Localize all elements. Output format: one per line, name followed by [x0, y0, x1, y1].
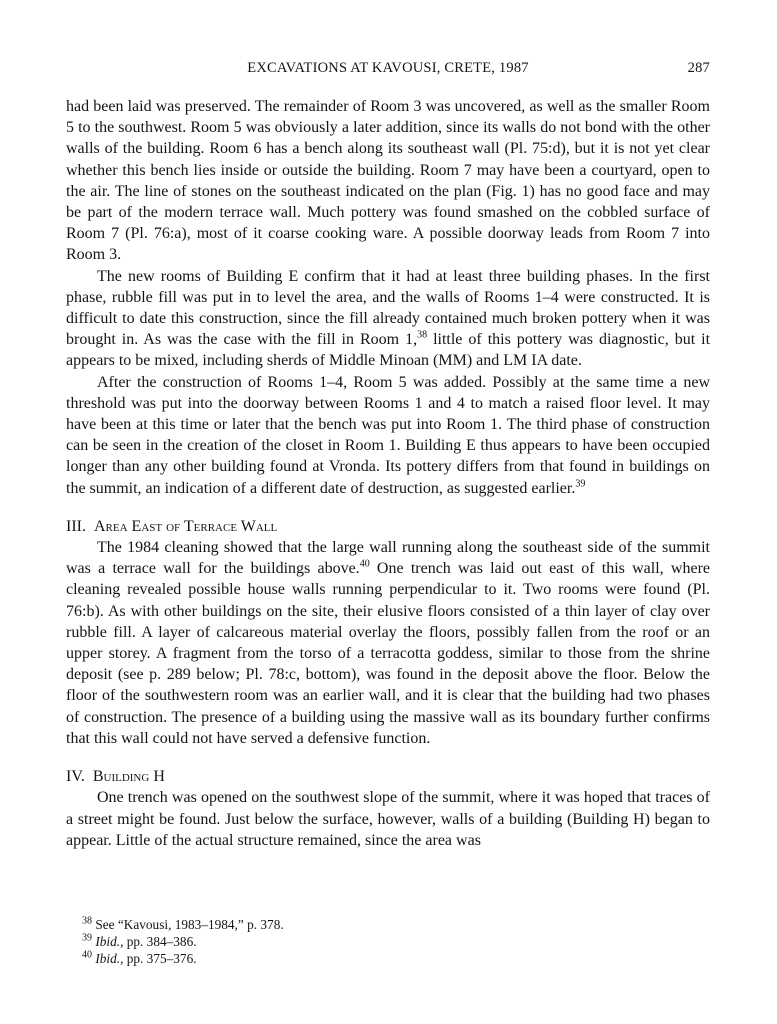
- page-number: 287: [687, 60, 710, 76]
- paragraph-text: One trench was opened on the southwest slope of the summit, where it was hoped that traces of a street might be found. Just below the surface, however, walls of a building (Building H) began to appear. Little of the actual structure remained, since the area was: [66, 789, 710, 849]
- footnote-ibid: Ibid.: [95, 950, 121, 966]
- section-number: IV.: [66, 768, 85, 786]
- section-title: Building H: [92, 768, 165, 786]
- footnote-40: [66, 951, 710, 968]
- paragraph: [66, 372, 710, 499]
- footnote-ibid: Ibid.: [95, 933, 121, 949]
- footnote-39: [66, 934, 710, 951]
- section-heading-area-east: [66, 516, 710, 537]
- section-number: III.: [66, 517, 86, 535]
- footnote-text: , pp. 375–376.: [120, 950, 197, 966]
- paragraph-text: had been laid was preserved. The remainder of Room 3 was uncovered, as well as the smaller Room 5 to the southwest. Room 5 was obviously a later addition, since its walls do not bond with the other walls of the building. Room 6 has a bench along its southeast wall (Pl. 75:d), but it is not yet clear whether this bench lies inside or outside the building. Room 7 may have been a courtyard, open to the air. The line of stones on the southeast indicated on the plan (Fig. 1) has no good face and may be part of the modern terrace wall. Much pottery was found smashed on the cobbled surface of Room 7 (Pl. 76:a), most of it coarse cooking ware. A possible doorway leads from Room 7 into Room 3.: [66, 98, 710, 264]
- section-heading-building-h: [66, 766, 710, 787]
- footnote-text: , pp. 384–386.: [120, 933, 197, 949]
- paragraph: [66, 537, 710, 749]
- paragraph: [66, 96, 710, 266]
- footnote-ref: 39: [575, 478, 586, 490]
- footnote-text: See “Kavousi, 1983–1984,” p. 378.: [95, 917, 284, 932]
- footnotes: [66, 917, 710, 967]
- footnote-number: 38: [82, 915, 92, 927]
- running-head-title: EXCAVATIONS AT KAVOUSI, CRETE, 1987: [247, 60, 529, 76]
- paragraph-text: The 1984 cleaning showed that the large wall running along the southeast side of the summit was a terrace wall for the buildings above.: [66, 539, 710, 578]
- paragraph-text: The new rooms of Building E confirm that it had at least three building phases. In the first phase, rubble fill was put in to level the area, and the walls of Rooms 1–4 were constructed. It is difficult to date this construction, since the fill already contained much broken pottery when it was brought in. As was the case with the fill in Room 1,: [66, 267, 710, 349]
- paragraph-text: After the construction of Rooms 1–4, Room 5 was added. Possibly at the same time a new threshold was put into the doorway between Rooms 1 and 4 to match a raised floor level. It may have been at this time or later that the bench was put into Room 1. The third phase of construction can be seen in the creation of the closet in Room 1. Building E thus appears to have been occupied longer than any other building found at Vronda. Its pottery differs from that found in buildings on the summit, an indication of a different date of destruction, as suggested earlier.: [66, 373, 710, 497]
- paragraph: [66, 266, 710, 372]
- paragraph-text: One trench was laid out east of this wall, where cleaning revealed possible house walls running perpendicular to it. Two rooms were found (Pl. 76:b). As with other buildings on the site, their elusive floors consisted of a thin layer of clay over rubble fill. A layer of calcareous material overlay the floors, possibly fallen from the roof or an upper storey. A fragment from the torso of a terracotta goddess, similar to those from the shrine deposit (see p. 289 below; Pl. 78:c, bottom), was found in the deposit above the floor. Below the floor of the southwestern room was an earlier wall, and it is clear that the building had two phases of construction. The presence of a building using the massive wall as its boundary further confirms that this wall could not have served a defensive function.: [66, 560, 710, 747]
- footnote-number: 39: [82, 932, 92, 944]
- paragraph: [66, 787, 710, 851]
- footnote-number: 40: [82, 949, 92, 961]
- body-text: [66, 96, 710, 851]
- footnote-ref: 38: [417, 329, 428, 341]
- running-head: [66, 60, 710, 77]
- footnote-38: [66, 917, 710, 934]
- footnote-ref: 40: [359, 558, 370, 570]
- section-title: Area East of Terrace Wall: [93, 517, 278, 535]
- paragraph-text: little of this pottery was diagnostic, but it appears to be mixed, including sherds of Middle Minoan (MM) and LM IA date.: [66, 331, 711, 370]
